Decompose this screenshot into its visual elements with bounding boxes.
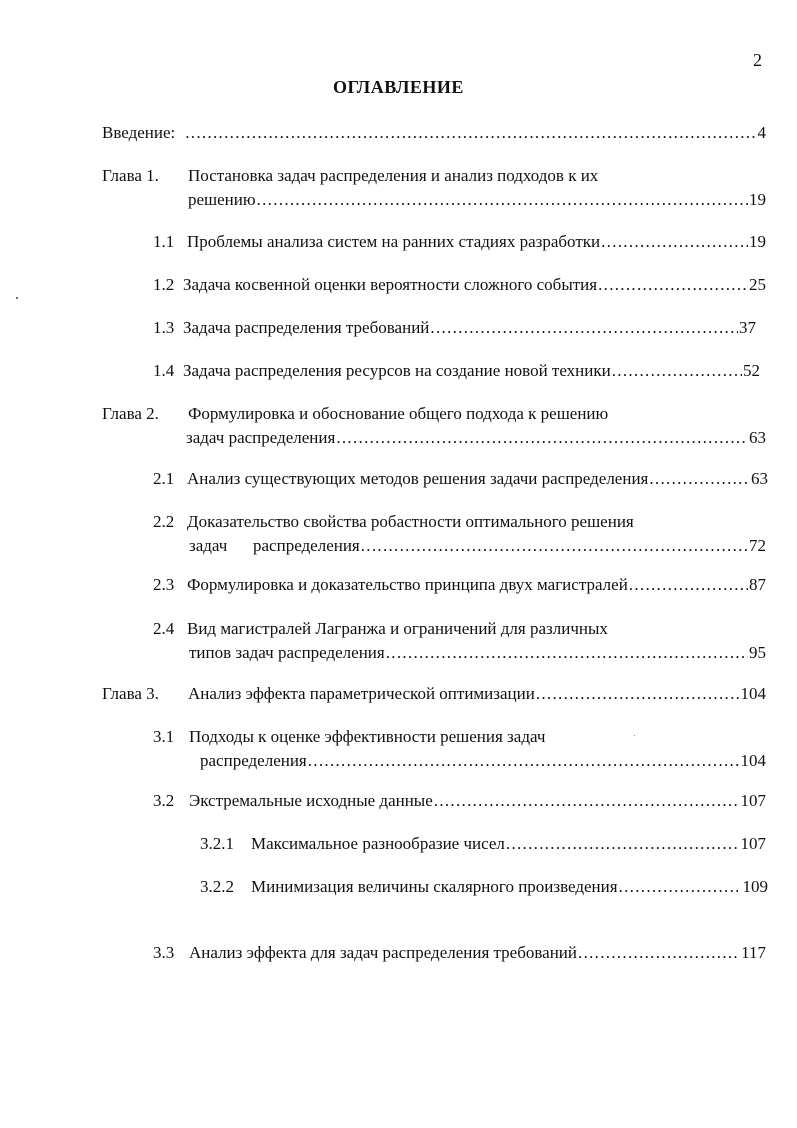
chapter-number: Глава 3.: [102, 684, 159, 703]
leader-dots: [386, 641, 748, 665]
chapter-number: Глава 2.: [102, 404, 159, 423]
toc-page-ref: 4: [757, 123, 766, 142]
section-number: 2.3: [153, 575, 175, 594]
leader-dots: [536, 682, 740, 706]
leader-dots: [598, 273, 748, 297]
toc-entry-3-2-1: [200, 832, 766, 856]
toc-label: распределения: [200, 751, 307, 770]
section-number: 1.1: [153, 232, 175, 251]
toc-label: Постановка задач распределения и анализ подходов к их: [188, 166, 599, 185]
toc-label: Задача распределения требований: [183, 318, 430, 337]
leader-dots: [506, 832, 740, 856]
toc-entry-1-4: [153, 359, 760, 383]
leader-dots: [578, 941, 740, 965]
section-number: 1.4: [153, 361, 175, 380]
leader-dots: [336, 426, 748, 450]
toc-page-ref: 117: [741, 943, 766, 962]
toc-entry-3-3: [153, 941, 766, 965]
toc-entry-intro: [102, 121, 766, 145]
leader-dots: [619, 875, 738, 899]
toc-entry-2-3: [153, 573, 766, 597]
toc-label: Введение:: [102, 123, 176, 142]
toc-page-ref: 104: [740, 684, 766, 703]
toc-page-ref: 63: [749, 428, 766, 447]
toc-entry-chapter-3: [102, 682, 766, 706]
toc-entry-3-2: [153, 789, 766, 813]
toc-label: Анализ эффекта параметрической оптимизации: [188, 684, 535, 703]
toc-entry-chapter-1: [102, 164, 766, 212]
section-number: 1.2: [153, 275, 175, 294]
toc-page-ref: 109: [742, 877, 768, 896]
toc-page-ref: 37: [739, 318, 756, 337]
scan-speck: [16, 297, 18, 299]
section-number: 2.4: [153, 619, 175, 638]
toc-label: Экстремальные исходные данные: [189, 791, 433, 810]
toc-entry-2-1: [153, 467, 768, 491]
section-number: 3.2: [153, 791, 175, 810]
toc-label: Задача распределения ресурсов на создание новой техники: [183, 361, 611, 380]
toc-page-ref: 72: [749, 536, 766, 555]
toc-label: Вид магистралей Лагранжа и ограничений для различных: [187, 619, 608, 638]
toc-label: типов задач распределения: [189, 643, 385, 662]
toc-entry-3-1: [153, 725, 766, 773]
toc-label: Максимальное разнообразие чисел: [251, 834, 505, 853]
toc-page-ref: 95: [749, 643, 766, 662]
toc-entry-2-4: [153, 617, 766, 665]
toc-page-ref: 107: [740, 834, 766, 853]
toc-page-ref: 52: [743, 361, 760, 380]
leader-dots: [612, 359, 742, 383]
toc-entry-3-2-2: [200, 875, 768, 899]
toc-label: решению: [188, 190, 256, 209]
leader-dots: [649, 467, 750, 491]
section-number: 1.3: [153, 318, 175, 337]
section-number: 3.1: [153, 727, 175, 746]
section-number: 2.2: [153, 512, 175, 531]
toc-label: Минимизация величины скалярного произведения: [251, 877, 618, 896]
toc-entry-1-3: [153, 316, 756, 340]
toc-page-ref: 19: [749, 190, 766, 209]
toc-label: Формулировка и обоснование общего подхода к решению: [188, 404, 609, 423]
leader-dots: [185, 121, 756, 145]
leader-dots: [308, 749, 740, 773]
section-number: 3.2.1: [200, 834, 234, 853]
toc-label: задач распределения: [186, 428, 336, 447]
leader-dots: [257, 188, 748, 212]
toc-page-ref: 107: [740, 791, 766, 810]
section-number: 2.1: [153, 469, 175, 488]
page-title: ОГЛАВЛЕНИЕ: [333, 77, 464, 97]
toc-entry-1-2: [153, 273, 766, 297]
leader-dots: [361, 534, 748, 558]
leader-dots: [434, 789, 740, 813]
toc-page-ref: 63: [751, 469, 768, 488]
toc-label: Анализ эффекта для задач распределения требований: [189, 943, 578, 962]
section-number: 3.3: [153, 943, 175, 962]
toc-label: Подходы к оценке эффективности решения задач: [189, 727, 546, 746]
toc-page-ref: 104: [740, 751, 766, 770]
toc-page-ref: 87: [749, 575, 766, 594]
page-number: 2: [753, 50, 762, 70]
leader-dots: [430, 316, 738, 340]
toc-label: Задача косвенной оценки вероятности сложного события: [183, 275, 598, 294]
chapter-number: Глава 1.: [102, 166, 159, 185]
toc-entry-2-2: [153, 510, 766, 558]
leader-dots: [629, 573, 748, 597]
toc-label: Формулировка и доказательство принципа двух магистралей: [187, 575, 628, 594]
toc-entry-1-1: [153, 230, 766, 254]
section-number: 3.2.2: [200, 877, 234, 896]
toc-label: Доказательство свойства робастности оптимального решения: [187, 512, 634, 531]
toc-label: Анализ существующих методов решения задачи распределения: [187, 469, 649, 488]
toc-entry-chapter-2: [102, 402, 766, 450]
toc-label: распределения: [253, 536, 360, 555]
toc-label: Проблемы анализа систем на ранних стадиях разработки: [187, 232, 601, 251]
toc-page-ref: 25: [749, 275, 766, 294]
toc-label: задач: [189, 536, 228, 555]
leader-dots: [601, 230, 748, 254]
toc-page-ref: 19: [749, 232, 766, 251]
